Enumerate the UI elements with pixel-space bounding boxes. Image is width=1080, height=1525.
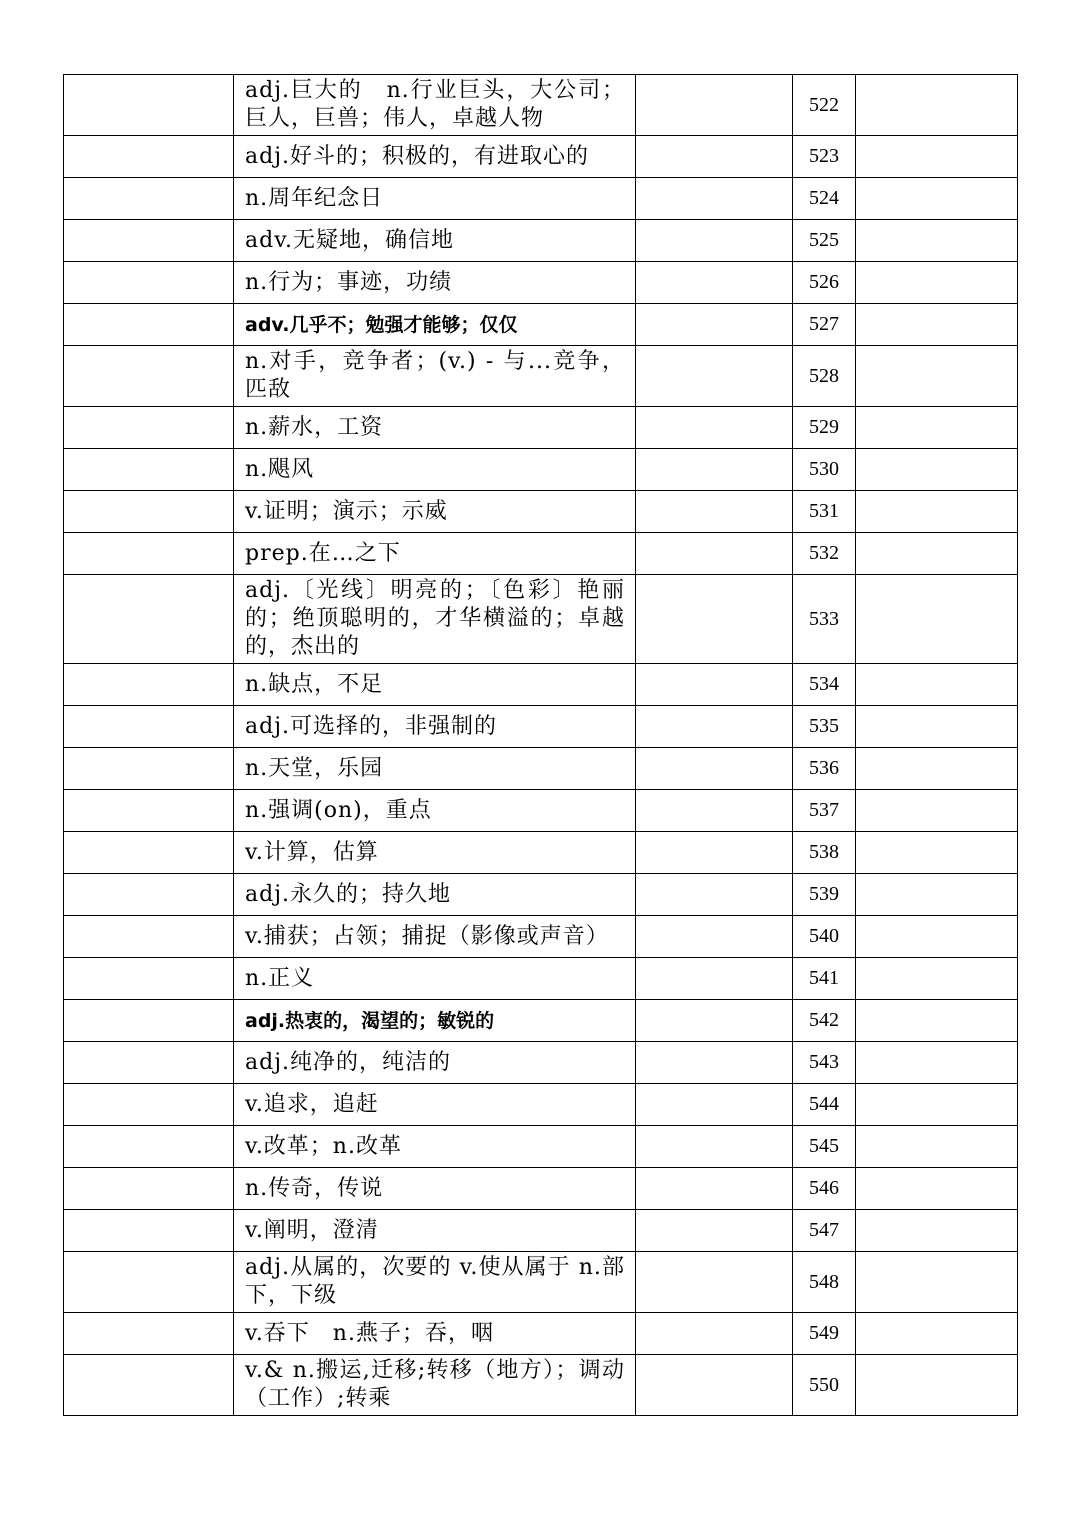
word-cell <box>64 533 234 575</box>
blank-cell <box>636 220 793 262</box>
blank-cell <box>636 262 793 304</box>
table-row <box>64 449 1018 491</box>
blank-cell <box>636 1168 793 1210</box>
table-row <box>64 1210 1018 1252</box>
extra-cell <box>856 1252 1018 1313</box>
extra-cell <box>856 832 1018 874</box>
word-cell <box>64 575 234 664</box>
word-cell <box>64 1168 234 1210</box>
blank-cell <box>636 664 793 706</box>
number-cell: 550 <box>793 1355 856 1416</box>
number-cell: 543 <box>793 1042 856 1084</box>
word-cell <box>64 449 234 491</box>
blank-cell <box>636 491 793 533</box>
extra-cell <box>856 407 1018 449</box>
word-cell <box>64 706 234 748</box>
meaning-cell: prep.在…之下 <box>234 533 636 575</box>
number-cell: 529 <box>793 407 856 449</box>
extra-cell <box>856 916 1018 958</box>
extra-cell <box>856 874 1018 916</box>
extra-cell <box>856 1355 1018 1416</box>
blank-cell <box>636 874 793 916</box>
number-cell: 541 <box>793 958 856 1000</box>
extra-cell <box>856 748 1018 790</box>
blank-cell <box>636 1313 793 1355</box>
meaning-cell: n.行为；事迹，功绩 <box>234 262 636 304</box>
table-row <box>64 916 1018 958</box>
word-cell <box>64 407 234 449</box>
number-cell: 525 <box>793 220 856 262</box>
meaning-cell: n.飓风 <box>234 449 636 491</box>
word-cell <box>64 304 234 346</box>
number-cell: 547 <box>793 1210 856 1252</box>
word-cell <box>64 664 234 706</box>
extra-cell <box>856 533 1018 575</box>
extra-cell <box>856 178 1018 220</box>
blank-cell <box>636 1042 793 1084</box>
meaning-cell: adj.从属的，次要的 v.使从属于 n.部下，下级 <box>234 1252 636 1313</box>
blank-cell <box>636 1210 793 1252</box>
table-row <box>64 304 1018 346</box>
meaning-cell: v.证明；演示；示威 <box>234 491 636 533</box>
word-cell <box>64 916 234 958</box>
table-row <box>64 75 1018 136</box>
blank-cell <box>636 575 793 664</box>
meaning-cell: v.计算，估算 <box>234 832 636 874</box>
number-cell: 534 <box>793 664 856 706</box>
table-row <box>64 491 1018 533</box>
number-cell: 539 <box>793 874 856 916</box>
extra-cell <box>856 220 1018 262</box>
word-cell <box>64 1000 234 1042</box>
table-row <box>64 407 1018 449</box>
meaning-cell: n.正义 <box>234 958 636 1000</box>
extra-cell <box>856 1084 1018 1126</box>
meaning-cell: n.薪水，工资 <box>234 407 636 449</box>
blank-cell <box>636 958 793 1000</box>
meaning-cell: adj.纯净的，纯洁的 <box>234 1042 636 1084</box>
meaning-cell: adj.好斗的；积极的，有进取心的 <box>234 136 636 178</box>
table-row <box>64 1252 1018 1313</box>
extra-cell <box>856 706 1018 748</box>
blank-cell <box>636 75 793 136</box>
meaning-cell: adv.无疑地，确信地 <box>234 220 636 262</box>
table-row <box>64 958 1018 1000</box>
table-row <box>64 1126 1018 1168</box>
table-row <box>64 220 1018 262</box>
meaning-cell: adj.巨大的 n.行业巨头，大公司；巨人，巨兽；伟人，卓越人物 <box>234 75 636 136</box>
blank-cell <box>636 449 793 491</box>
meaning-cell: adj.热衷的，渴望的；敏锐的 <box>234 1000 636 1042</box>
meaning-cell: n.周年纪念日 <box>234 178 636 220</box>
number-cell: 542 <box>793 1000 856 1042</box>
number-cell: 537 <box>793 790 856 832</box>
word-cell <box>64 220 234 262</box>
meaning-cell: v.阐明，澄清 <box>234 1210 636 1252</box>
table-row <box>64 1313 1018 1355</box>
meaning-cell: n.对手，竞争者；(v.) - 与...竞争，匹敌 <box>234 346 636 407</box>
table-row <box>64 575 1018 664</box>
number-cell: 545 <box>793 1126 856 1168</box>
meaning-cell: v.捕获；占领；捕捉（影像或声音） <box>234 916 636 958</box>
number-cell: 535 <box>793 706 856 748</box>
blank-cell <box>636 304 793 346</box>
word-cell <box>64 1084 234 1126</box>
blank-cell <box>636 1355 793 1416</box>
number-cell: 540 <box>793 916 856 958</box>
vocabulary-table <box>63 74 1018 1416</box>
table-row <box>64 178 1018 220</box>
table-row <box>64 262 1018 304</box>
blank-cell <box>636 1126 793 1168</box>
meaning-cell: v.改革；n.改革 <box>234 1126 636 1168</box>
meaning-cell: n.天堂，乐园 <box>234 748 636 790</box>
number-cell: 530 <box>793 449 856 491</box>
word-cell <box>64 958 234 1000</box>
word-cell <box>64 346 234 407</box>
extra-cell <box>856 75 1018 136</box>
word-cell <box>64 136 234 178</box>
meaning-cell: n.缺点，不足 <box>234 664 636 706</box>
word-cell <box>64 262 234 304</box>
number-cell: 536 <box>793 748 856 790</box>
extra-cell <box>856 958 1018 1000</box>
number-cell: 548 <box>793 1252 856 1313</box>
number-cell: 544 <box>793 1084 856 1126</box>
table-row <box>64 1355 1018 1416</box>
word-cell <box>64 491 234 533</box>
number-cell: 532 <box>793 533 856 575</box>
extra-cell <box>856 1000 1018 1042</box>
blank-cell <box>636 706 793 748</box>
blank-cell <box>636 533 793 575</box>
table-row <box>64 706 1018 748</box>
extra-cell <box>856 664 1018 706</box>
table-row <box>64 1000 1018 1042</box>
meaning-cell: adj.永久的；持久地 <box>234 874 636 916</box>
blank-cell <box>636 790 793 832</box>
extra-cell <box>856 304 1018 346</box>
table-row <box>64 1042 1018 1084</box>
blank-cell <box>636 1000 793 1042</box>
meaning-cell: adj.〔光线〕明亮的；〔色彩〕艳丽的；绝顶聪明的，才华横溢的；卓越的，杰出的 <box>234 575 636 664</box>
blank-cell <box>636 346 793 407</box>
table-row <box>64 832 1018 874</box>
meaning-cell: v.追求，追赶 <box>234 1084 636 1126</box>
blank-cell <box>636 832 793 874</box>
word-cell <box>64 748 234 790</box>
blank-cell <box>636 748 793 790</box>
extra-cell <box>856 1168 1018 1210</box>
number-cell: 526 <box>793 262 856 304</box>
blank-cell <box>636 916 793 958</box>
table-row <box>64 533 1018 575</box>
extra-cell <box>856 1210 1018 1252</box>
word-cell <box>64 832 234 874</box>
extra-cell <box>856 1126 1018 1168</box>
word-cell <box>64 1042 234 1084</box>
number-cell: 528 <box>793 346 856 407</box>
word-cell <box>64 1210 234 1252</box>
table-row <box>64 874 1018 916</box>
number-cell: 533 <box>793 575 856 664</box>
number-cell: 522 <box>793 75 856 136</box>
meaning-cell: v.& n.搬运,迁移;转移（地方）；调动（工作）;转乘 <box>234 1355 636 1416</box>
meaning-cell: v.吞下 n.燕子；吞，咽 <box>234 1313 636 1355</box>
number-cell: 524 <box>793 178 856 220</box>
blank-cell <box>636 407 793 449</box>
extra-cell <box>856 1042 1018 1084</box>
table-row <box>64 664 1018 706</box>
word-cell <box>64 178 234 220</box>
number-cell: 523 <box>793 136 856 178</box>
extra-cell <box>856 346 1018 407</box>
table-row <box>64 346 1018 407</box>
table-row <box>64 1084 1018 1126</box>
word-cell <box>64 75 234 136</box>
meaning-cell: n.传奇，传说 <box>234 1168 636 1210</box>
meaning-cell: adj.可选择的，非强制的 <box>234 706 636 748</box>
blank-cell <box>636 1084 793 1126</box>
number-cell: 549 <box>793 1313 856 1355</box>
word-cell <box>64 1355 234 1416</box>
extra-cell <box>856 449 1018 491</box>
meaning-cell: n.强调(on)，重点 <box>234 790 636 832</box>
extra-cell <box>856 575 1018 664</box>
vocabulary-table-body <box>64 75 1018 1416</box>
extra-cell <box>856 491 1018 533</box>
extra-cell <box>856 262 1018 304</box>
blank-cell <box>636 178 793 220</box>
meaning-cell: adv.几乎不；勉强才能够；仅仅 <box>234 304 636 346</box>
extra-cell <box>856 790 1018 832</box>
table-row <box>64 748 1018 790</box>
word-cell <box>64 1252 234 1313</box>
extra-cell <box>856 136 1018 178</box>
number-cell: 531 <box>793 491 856 533</box>
table-row <box>64 1168 1018 1210</box>
table-row <box>64 790 1018 832</box>
word-cell <box>64 790 234 832</box>
table-row <box>64 136 1018 178</box>
word-cell <box>64 1313 234 1355</box>
word-cell <box>64 874 234 916</box>
word-cell <box>64 1126 234 1168</box>
extra-cell <box>856 1313 1018 1355</box>
number-cell: 527 <box>793 304 856 346</box>
blank-cell <box>636 1252 793 1313</box>
number-cell: 538 <box>793 832 856 874</box>
number-cell: 546 <box>793 1168 856 1210</box>
blank-cell <box>636 136 793 178</box>
